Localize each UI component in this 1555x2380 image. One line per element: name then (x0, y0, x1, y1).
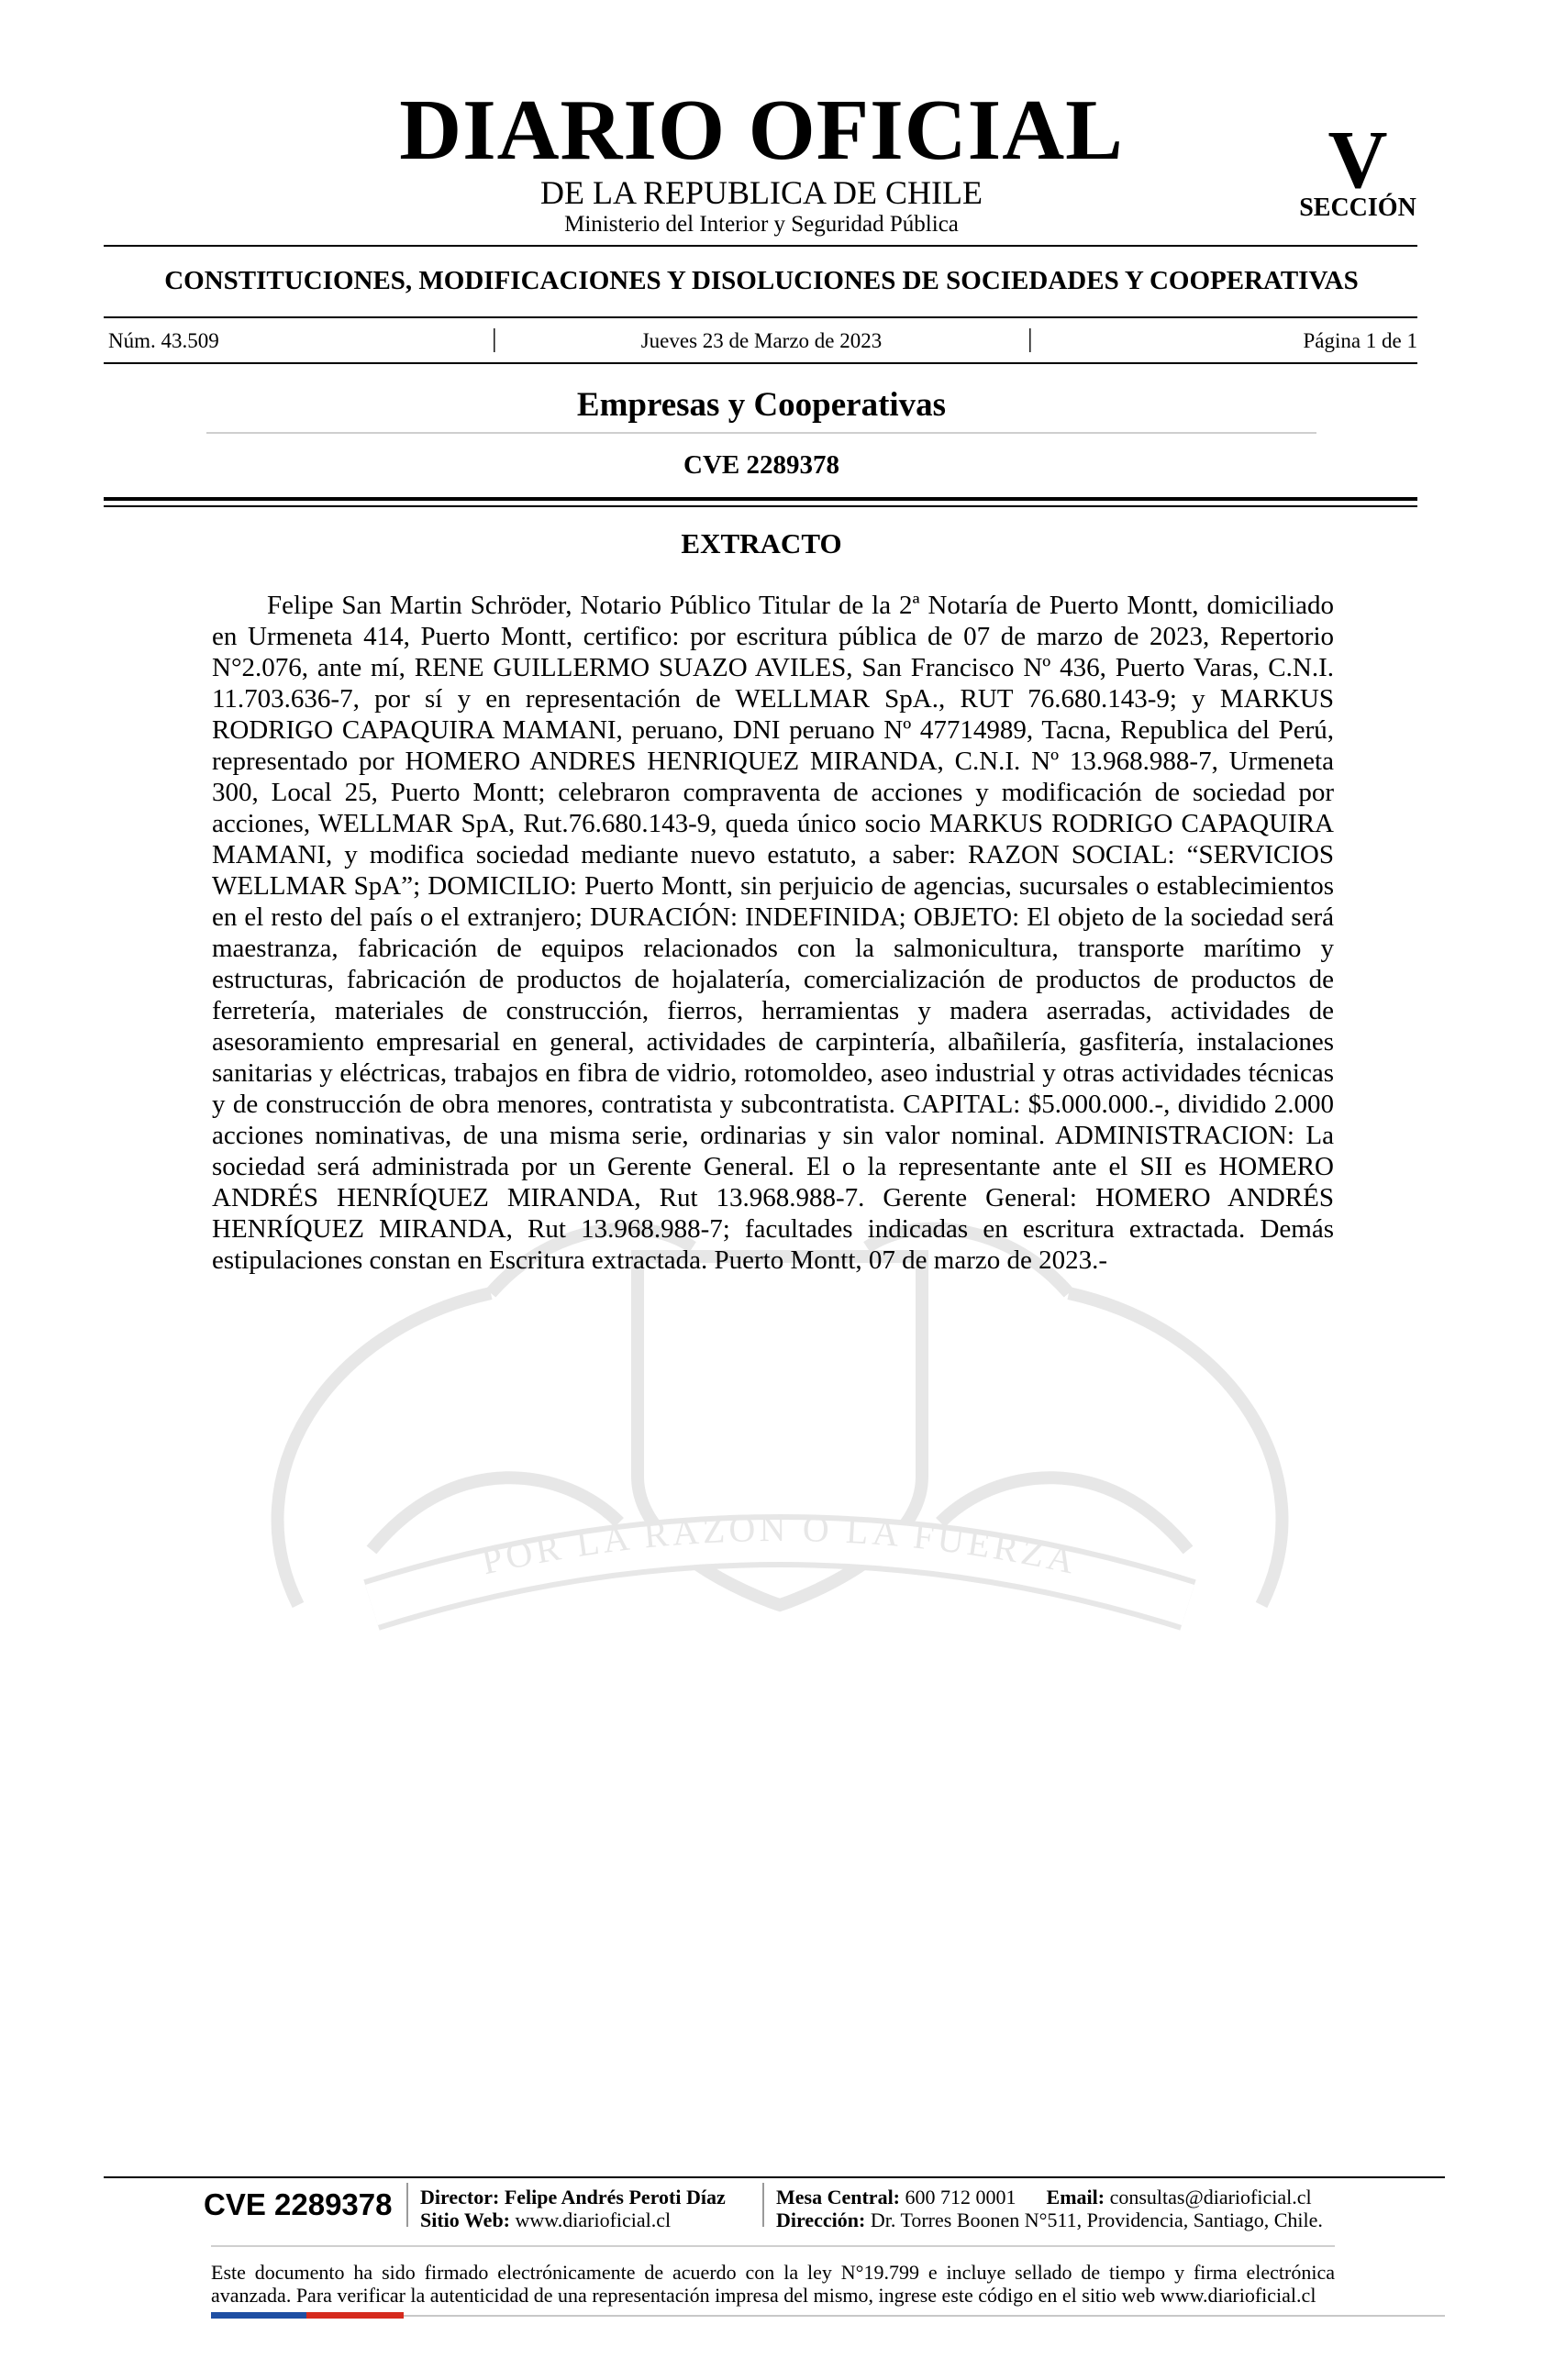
page-indicator: Página 1 de 1 (1303, 329, 1417, 352)
footer-top-rule (104, 2176, 1445, 2178)
header-double-rule (104, 497, 1417, 501)
watermark-motto: POR LA RAZON O LA FUERZA (477, 1507, 1083, 1583)
masthead-divider (104, 245, 1417, 247)
meta-bottom-rule (104, 362, 1417, 364)
category-divider (206, 432, 1316, 434)
footer-address (776, 2210, 1323, 2231)
director-name: Felipe Andrés Peroti Díaz (504, 2186, 726, 2208)
section-label: SECCIÓN (1299, 194, 1416, 222)
footer-cve-code: CVE 2289378 (204, 2187, 393, 2221)
address-text: Dr. Torres Boonen N°511, Providencia, Santiago, Chile. (870, 2208, 1323, 2231)
extract-body (212, 590, 1334, 1276)
flag-stripe-red (306, 2312, 404, 2319)
category-title: Empresas y Cooperativas (576, 386, 947, 424)
section-letter: V (1327, 115, 1388, 205)
legal-notice-line-1: Este documento ha sido firmado electrónicamente de acuerdo con la ley N°19.799 e incluye sellado de tiempo y firma electrónica (211, 2261, 1335, 2284)
email-label: Email: (1046, 2186, 1105, 2208)
issue-date: Jueves 23 de Marzo de 2023 (640, 329, 883, 352)
issue-number: Núm. 43.509 (108, 329, 219, 352)
newspaper-subtitle: DE LA REPUBLICA DE CHILE (540, 174, 983, 211)
meta-top-rule (104, 316, 1417, 318)
cve-code: CVE 2289378 (683, 450, 839, 480)
extract-paragraph: Felipe San Martin Schröder, Notario Público Titular de la 2ª Notaría de Puerto Montt, domiciliado en Urmeneta 414, Puerto Montt, certifico: por escritura pública de 07 de marzo de 2023, Repertorio N°2.076, ante mí, RENE GUILLERMO SUAZO AVILES, San Francisco Nº 436, Puerto Varas, C.N.I. 11.703.636-7, por sí y en representación de WELLMAR SpA., RUT 76.680.143-9; y MARKUS RODRIGO CAPAQUIRA MAMANI, peruano, DNI peruano Nº 47714989, Tacna, Republica del Perú, representado por HOMERO ANDRES HENRIQUEZ MIRANDA, C.N.I. Nº 13.968.988-7, Urmeneta 300, Local 25, Puerto Montt; celebraron compraventa de acciones y modificación de sociedad por acciones, WELLMAR SpA, Rut.76.680.143-9, queda único socio MARKUS RODRIGO CAPAQUIRA MAMANI, y modifica sociedad mediante nuevo estatuto, a saber: RAZON SOCIAL: “SERVICIOS WELLMAR SpA”; DOMICILIO: Puerto Montt, sin perjuicio de agencias, sucursales o establecimientos en el resto del país o el extranjero; DURACIÓN: INDEFINIDA; OBJETO: El objeto de la sociedad será maestranza, fabricación de equipos relacionados con la salmonicultura, transporte marítimo y estructuras, fabricación de productos de hojalatería, comercialización de productos de productos de ferretería, materiales de construcción, fierros, herramientas y madera aserradas, actividades de asesoramiento empresarial en general, actividades de carpintería, albañilería, gasfitería, instalaciones sanitarias y eléctricas, trabajos en fibra de vidrio, rotomoldeo, aseo industrial y otras actividades técnicas y de construcción de obra menores, contratista y subcontratista. CAPITAL: $5.000.000.-, dividido 2.000 acciones nominativas, de una misma serie, ordinarias y sin valor nominal. ADMINISTRACION: La sociedad será administrada por un Gerente General. El o la representante ante el SII es HOMERO ANDRÉS HENRÍQUEZ MIRANDA, Rut 13.968.988-7. Gerente General: HOMERO ANDRÉS HENRÍQUEZ MIRANDA, Rut 13.968.988-7; facultades indicadas en escritura extractada. Demás estipulaciones constan en Escritura extractada. Puerto Montt, 07 de marzo de 2023.- (212, 591, 1334, 1275)
section-title: CONSTITUCIONES, MODIFICACIONES Y DISOLUCIONES DE SOCIEDADES Y COOPERATIVAS (164, 266, 1359, 295)
footer-separator (406, 2183, 408, 2227)
director-label: Director: (420, 2186, 500, 2208)
newspaper-title: DIARIO OFICIAL (399, 83, 1124, 178)
address-label: Dirección: (776, 2208, 866, 2231)
ministry-line: Ministerio del Interior y Seguridad Pública (564, 212, 959, 237)
email-link[interactable]: consultas@diarioficial.cl (1109, 2186, 1312, 2208)
footer-separator (762, 2183, 764, 2227)
meta-separator: | (1027, 325, 1033, 353)
footer-website (420, 2210, 671, 2231)
flag-stripe-blue (211, 2312, 306, 2319)
phone-label: Mesa Central: (776, 2186, 901, 2208)
phone-number: 600 712 0001 (905, 2186, 1016, 2208)
footer-contact (776, 2187, 1312, 2208)
footer-middle-rule (211, 2245, 1335, 2247)
website-link[interactable]: www.diarioficial.cl (515, 2208, 672, 2231)
footer-director (420, 2187, 726, 2208)
extract-heading: EXTRACTO (681, 527, 842, 559)
header-double-rule (104, 505, 1417, 507)
website-label: Sitio Web: (420, 2208, 511, 2231)
legal-notice-line-2: avanzada. Para verificar la autenticidad de una representación impresa del mismo, ingrese este código en el sitio web www.diarioficial.cl (211, 2284, 1316, 2307)
meta-separator: | (492, 325, 497, 353)
footer-bottom-rule (404, 2315, 1445, 2317)
